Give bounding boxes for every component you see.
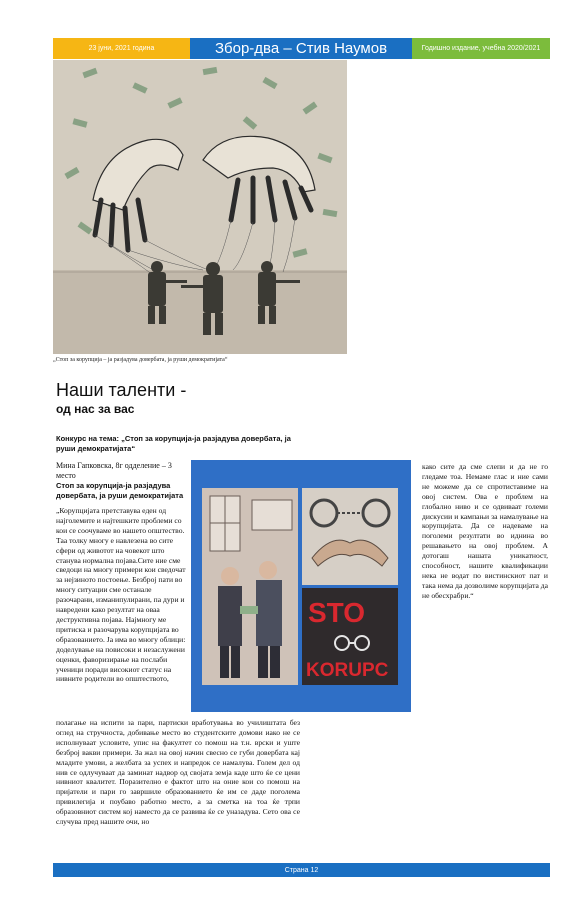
page-header <box>53 38 550 59</box>
article-author: Мина Гапковска, 8г одделение – 3 место <box>56 461 172 480</box>
puppet-hands-drawing <box>53 60 347 354</box>
section-title: Наши таленти - <box>56 380 187 400</box>
handcuffed-handshake-drawing <box>302 488 398 585</box>
page-footer <box>53 863 550 877</box>
article-text-bottom: полагање на испити за пари, партиски вработувања во училиштата без оглед на стручноста, добивање место во студентските домови иако не се исполнуваат условите, упис на факултет со помош на т.н. врски и уште безброј вакви примери. За жал на овој начин свесно се губи довербата кај младите умови, а желбата за успех и напредок се намалува. Голем дел од нив се одлучуваат да заминат надвор од својата земја каде што ќе се цени нивниот квалитет. Поразително е фактот што на оние кои со помош на пријатели и пари го завршиле образованието ќе им се даде поголема привилегија и поубаво работно место, а за сметка на тоа ќе трпи образовниот систем кој наместо да се развива ќе се уназадува. Сето ова се случува пред нашите очи, но <box>56 718 300 827</box>
article-column-1-continued <box>56 718 300 827</box>
article-column-3 <box>422 462 548 601</box>
stop-korupcija-sign <box>302 588 398 685</box>
contest-label: Конкурс на тема: „Стоп за корупција-ја разјадува довербата, ја руши демократијата“ <box>56 434 291 453</box>
sign-korupcija-text: KORUPC <box>306 660 389 681</box>
corruption-collage-image <box>191 460 411 712</box>
article-text-col1: „Корупцијата претставува еден од најголемите и најтешките проблеми со кои се соочуваме во нашето општество. Таа толку многу е навлезена во сите сфери од животот на човекот што станува нормална појава.Сите ние сме сведоци на многу примери кои сведочат за нејзиното постоење. Безброј пати во многу ситуации сме останале разочарани, изманипулирани, па дури и навредени како резултат на оваа деструктивна појава. Најмногу ме притиска и разочарува корупцијата во образованието. Ја има во многу облици: доделување на повисоки и незаслужени оценки, фаворизирање на послаби ученици поради високиот статус на нивните родители во општеството, <box>56 506 186 684</box>
page-number: Страна 12 <box>284 866 319 874</box>
header-title: Збор-два – Стив Наумов <box>190 38 412 59</box>
article-title: Стоп за корупција-ја разјадува довербата, ја руши демократијата <box>56 481 184 500</box>
puppet-hands-illustration <box>53 60 347 354</box>
section-subtitle: од нас за вас <box>56 402 135 416</box>
image-caption: „Стоп за корупција – ја разјадува довербата, ја руши демократијата“ <box>53 357 228 363</box>
header-date: 23 јуни, 2021 година <box>53 38 190 59</box>
sign-stop-text: STO <box>308 597 366 628</box>
article-column-1 <box>56 461 186 684</box>
header-edition: Годишно издание, учебна 2020/2021 <box>412 38 550 59</box>
bribe-scene-drawing <box>202 488 298 685</box>
article-text-col3: како сите да сме слепи и да не го гледаме тоа. Немаме глас и ние сами не можеме да се спротиставиме на овој систем. Ова е проблем на глобално ниво и се одвиваат големи дискусии и кампањи за намалување на корупцијата. Да се надеваме на поголеми резултати во иднина во решавањето на овој проблем. А дотогаш нашата уникатност, способност, нашите квалификации нека не водат по вистинскиот пат и така нема да дозволиме корупцијата да не обесхрабри.“ <box>422 462 549 600</box>
